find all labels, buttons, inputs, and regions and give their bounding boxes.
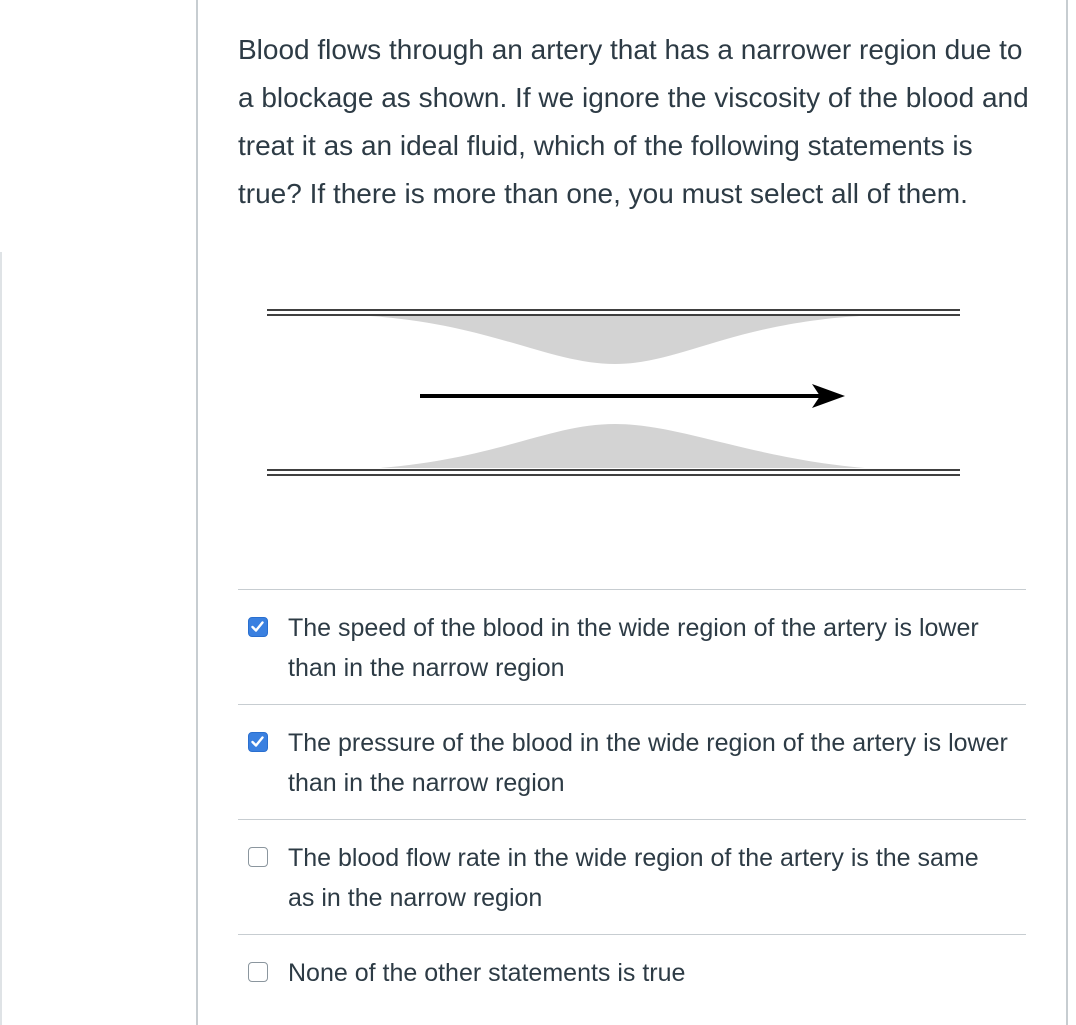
checkmark-icon <box>251 735 264 748</box>
answer-checkbox-1[interactable] <box>248 617 268 637</box>
answer-checkbox-4[interactable] <box>248 962 268 982</box>
answer-option-1[interactable] <box>238 589 1026 704</box>
answer-label-3: The blood flow rate in the wide region of the artery is the same as in the narrow region <box>288 844 979 912</box>
answer-list <box>238 589 1026 1025</box>
answer-option-4[interactable] <box>238 934 1026 1025</box>
answer-option-3[interactable] <box>238 819 1026 934</box>
top-blockage <box>370 316 860 364</box>
answer-label-1: The speed of the blood in the wide region of the artery is lower than in the narrow region <box>288 614 979 682</box>
left-edge-rule <box>0 252 2 1025</box>
answer-checkbox-2[interactable] <box>248 732 268 752</box>
bottom-blockage <box>380 424 865 468</box>
question-text: Blood flows through an artery that has a narrower region due to a blockage as shown. If we ignore the viscosity of the blood and treat it as an ideal fluid, which of the following statements is true? If there is more than one, you must select all of them. <box>238 34 1029 209</box>
answer-option-2[interactable] <box>238 704 1026 819</box>
content-right-border <box>1066 0 1068 1025</box>
checkmark-icon <box>251 620 264 633</box>
artery-diagram <box>260 300 970 490</box>
answer-label-2: The pressure of the blood in the wide region of the artery is lower than in the narrow region <box>288 729 1008 797</box>
content-left-border <box>196 0 198 1025</box>
answer-checkbox-3[interactable] <box>248 847 268 867</box>
flow-arrow-icon <box>420 384 845 408</box>
answer-label-4: None of the other statements is true <box>288 959 686 987</box>
